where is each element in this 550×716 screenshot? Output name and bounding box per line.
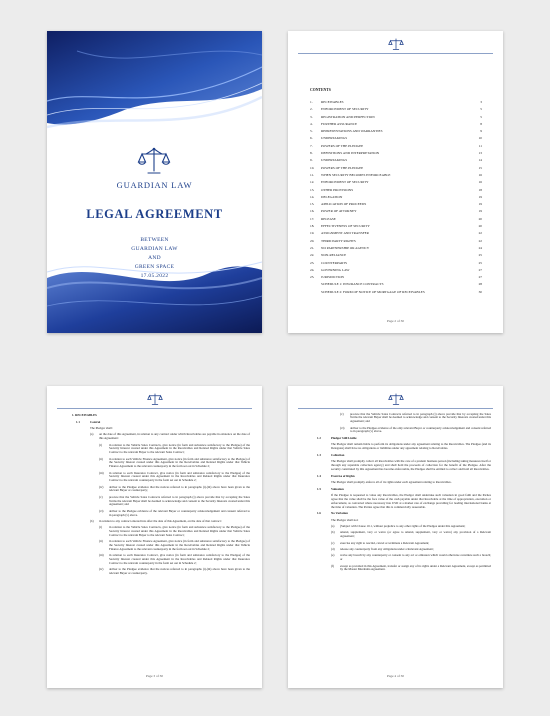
clause-subitem bbox=[99, 526, 250, 537]
clause-subitem bbox=[99, 496, 250, 507]
scales-of-justice-icon bbox=[388, 392, 404, 406]
toc-entry bbox=[310, 216, 482, 223]
clause-subitem bbox=[99, 510, 250, 518]
toc-entry bbox=[310, 230, 482, 237]
toc-title: REPRESENTATIONS AND WARRANTIES bbox=[321, 129, 383, 134]
toc-number: 10. bbox=[310, 165, 315, 170]
toc-entry bbox=[310, 260, 482, 267]
toc-page: 19 bbox=[478, 194, 482, 199]
subsection-number: 1.6 bbox=[317, 511, 321, 516]
clause-subitem bbox=[331, 548, 491, 552]
toc-page: 14 bbox=[478, 158, 482, 163]
toc-number: 21. bbox=[310, 245, 315, 250]
toc-title: UNDERTAKINGS bbox=[321, 136, 348, 141]
clause-subitem bbox=[331, 554, 491, 562]
subsection-title: No Variation bbox=[331, 511, 348, 516]
toc-title: POWER OF ATTORNEY bbox=[321, 209, 357, 214]
toc-page: 11 bbox=[478, 143, 482, 148]
toc-number: 3. bbox=[310, 114, 313, 119]
clause-label: (i) bbox=[99, 525, 102, 530]
toc-title: POWERS OF THE PLEDGEE bbox=[321, 143, 364, 148]
paragraph: If the Pledgee is requested to value any Receivables, the Pledgor shall undertake such valuation in good faith and the Parties agree that the value shall be the face value of the cash payable under that Receivable at the time of appropriation, execution or enforcement, as converted where necessary into USD at a market rate of exchange prevailing for leading international banks at the time of valuation. The Parties agree that this is commercially reasonable. bbox=[331, 493, 491, 509]
clause-text: deliver to the Pledgee evidence that the notices referred to in paragraphs (i)-(iii) above have been given to the relevant Buyer or counterparty; bbox=[109, 484, 250, 493]
toc-number: 6. bbox=[310, 136, 313, 141]
toc-title: NON-RELIANCE bbox=[321, 253, 347, 258]
toc-number: 1. bbox=[310, 100, 313, 104]
clause-text: in relation to each Vehicle Finance Agreement, give notice (in form and substance satisfactory to the Pledgee) of the Security Interest created under this Agreement in the Receivables and Related Rights under that Vehicle Finance Agreement to the relevant counterparty in the form set out in Schedule 2; bbox=[109, 539, 250, 551]
toc-entry bbox=[310, 114, 482, 121]
clause-item bbox=[90, 433, 250, 441]
clause-label: (e) bbox=[331, 553, 335, 558]
toc-page: 13 bbox=[478, 151, 482, 156]
clause-label: (v) bbox=[340, 411, 344, 416]
toc-number: 2. bbox=[310, 107, 313, 112]
toc-title: JURISDICTION bbox=[321, 275, 344, 280]
clause-label: (c) bbox=[331, 540, 335, 545]
subsection-heading bbox=[317, 488, 491, 492]
toc-title: NO PARTNERSHIP OR AGENCY bbox=[321, 245, 370, 250]
cover-line-party-1: GUARDIAN LAW bbox=[131, 246, 178, 252]
clause-item bbox=[90, 520, 250, 524]
toc-title: RECEIVABLES bbox=[321, 100, 344, 104]
subsection-heading bbox=[317, 437, 491, 441]
toc-page: 20 bbox=[478, 224, 482, 229]
clause-text: deliver to the Pledgee evidence that the notices referred to in paragraphs (i)-(iii) above have been given to the relevant Buyer or counterparty. bbox=[109, 567, 250, 576]
toc-page: 25 bbox=[478, 253, 482, 258]
toc-entry bbox=[310, 245, 482, 252]
toc-number: 25. bbox=[310, 275, 315, 280]
toc-page: 28 bbox=[478, 282, 482, 287]
header-rule bbox=[57, 408, 252, 409]
clause-text: in relation to each Vehicle Finance Agreement, give notice (in form and substance satisfactory to the Pledgee) of the Security Interest created under this Agreement in the Receivables and Related Rights under that Vehicle Finance Agreement to the relevant counterparty in the form set out in Schedule 2; bbox=[109, 456, 250, 469]
toc-entry bbox=[310, 150, 482, 157]
clause-text: exercise any right to rescind, cancel or terminate a Relevant Agreement; bbox=[340, 540, 430, 545]
subsection-title: Collection bbox=[331, 453, 345, 458]
toc-page: 24 bbox=[478, 245, 482, 250]
toc-entry bbox=[310, 267, 482, 274]
clause-subitem bbox=[99, 486, 250, 494]
clause-label: (f) bbox=[331, 563, 335, 568]
header-rule bbox=[298, 53, 493, 54]
toc-entry bbox=[310, 128, 482, 135]
clause-text: release any counterparty from any obligations under a Relevant Agreement; bbox=[340, 546, 434, 551]
toc-title: REGISTRATION AND PERFECTION bbox=[321, 114, 375, 119]
toc-number: 18. bbox=[310, 224, 315, 229]
clause-label: (vi) bbox=[99, 508, 104, 513]
cover-page[interactable] bbox=[47, 31, 262, 333]
toc-entry bbox=[310, 201, 482, 208]
toc-title: ENFORCEMENT OF SECURITY bbox=[321, 180, 369, 185]
subsection-number: 1.5 bbox=[317, 486, 321, 491]
clause-label: (v) bbox=[99, 494, 103, 499]
toc-entry bbox=[310, 252, 482, 259]
toc-number: 14. bbox=[310, 194, 315, 199]
toc-page: 20 bbox=[478, 216, 482, 221]
subsection-title: Pledgor Still Liable bbox=[331, 436, 357, 441]
clause-subitem bbox=[340, 413, 491, 424]
toc-number: 22. bbox=[310, 253, 315, 258]
toc-entry bbox=[310, 121, 482, 128]
clause-text: except as provided in this Agreement, transfer or assign any of its rights under a Relevant Agreement, except as permitted by the Master Murabaha Agreement. bbox=[340, 563, 491, 572]
cover-line-and: AND bbox=[148, 255, 161, 261]
toc-number: 7. bbox=[310, 143, 313, 148]
toc-page: 22 bbox=[478, 231, 482, 236]
clause-subitem bbox=[99, 458, 250, 469]
clause-label: (b) bbox=[90, 518, 94, 523]
clause-label: (iii) bbox=[99, 553, 104, 558]
clause-text: deliver to the Pledgee evidence of the relevant Buyer or counterparty acknowledgement and consent referred to in paragraph (v) above. bbox=[109, 508, 250, 517]
toc-page: 18 bbox=[478, 187, 482, 192]
toc-number: 13. bbox=[310, 187, 315, 192]
subsection-title: Valuation bbox=[331, 486, 344, 491]
toc-entry bbox=[310, 165, 482, 172]
toc-entry bbox=[310, 172, 482, 179]
clause-label: (vi) bbox=[340, 425, 345, 430]
toc-title: FURTHER ASSURANCE bbox=[321, 121, 358, 126]
clause-label: (b) bbox=[331, 530, 335, 535]
clause-label: (a) bbox=[331, 524, 335, 529]
toc-number: 8. bbox=[310, 151, 313, 156]
clause-label: (i) bbox=[99, 442, 102, 447]
clause-label: (ii) bbox=[99, 539, 103, 544]
toc-title: UNDERTAKINGS bbox=[321, 158, 348, 163]
toc-title: APPLICATION OF PROCEEDS bbox=[321, 202, 367, 207]
toc-entry bbox=[310, 208, 482, 215]
subsection-heading bbox=[317, 512, 491, 516]
subsection-title: Control bbox=[90, 419, 101, 424]
contents-page[interactable] bbox=[288, 31, 503, 333]
cover-top-wave bbox=[47, 31, 262, 151]
subsection-heading bbox=[76, 421, 250, 425]
subsection-number: 1.2 bbox=[317, 436, 321, 441]
toc-page: 22 bbox=[478, 238, 482, 243]
clause-text: in relation to each Insurance Contract, give notice (in form and substance satisfactory to the Pledgee) of the Security Interest created under this Agreement in the Receivables and Related Rights under that Insurance Contract to the relevant counterparty in the form set out in Schedule 2; bbox=[109, 470, 250, 483]
clause-label: (iv) bbox=[99, 484, 104, 489]
clause-subitem bbox=[99, 540, 250, 551]
toc-entry bbox=[310, 194, 482, 201]
toc-number: 9. bbox=[310, 158, 313, 163]
subsection-title: Exercise of Rights bbox=[331, 473, 355, 478]
toc-title: GOVERNING LAW bbox=[321, 267, 350, 272]
header-rule bbox=[298, 408, 493, 409]
clause-subitem bbox=[99, 444, 250, 455]
clause-subitem bbox=[331, 525, 491, 529]
toc-title: ENFORCEMENT OF SECURITY bbox=[321, 107, 369, 112]
toc-title: ASSIGNMENT AND TRANSFER bbox=[321, 231, 369, 236]
page-number: Page 3 of 30 bbox=[145, 674, 164, 678]
clause-text: waive any breach by any counterparty or consent to any act or omission which would otherwise constitute such a breach; or bbox=[340, 553, 491, 562]
clause-subitem bbox=[99, 472, 250, 483]
toc-entry bbox=[310, 143, 482, 150]
paragraph: The Pledgor shall remain liable to perform its obligations under any agreement relating to the Receivables. The Pledgee (and its Delegates) shall have no obligations or liabilities under any agreement relating to Receivables. bbox=[331, 442, 491, 451]
toc-title: SCHEDULE 2: FORM OF NOTICE OF MORTGAGE OF RECEIVABLES bbox=[321, 289, 425, 294]
clause-label: (iii) bbox=[99, 470, 104, 475]
clause-text: amend, supplement, vary or waive (or agree to amend, supplement, vary or waive) any provision of a Relevant Agreement; bbox=[340, 530, 491, 539]
page-number: Page 2 of 30 bbox=[386, 319, 405, 323]
clause-subitem bbox=[331, 542, 491, 546]
toc-number: 23. bbox=[310, 260, 315, 265]
clause-subitem bbox=[99, 554, 250, 565]
toc-title: THIRD PARTY RIGHTS bbox=[321, 238, 356, 243]
toc-number: 4. bbox=[310, 121, 313, 126]
contents-list bbox=[310, 99, 482, 296]
toc-entry bbox=[310, 135, 482, 142]
subsection-heading bbox=[317, 454, 491, 458]
clause-subitem bbox=[99, 568, 250, 576]
clause-label: (iv) bbox=[99, 567, 104, 572]
toc-number bbox=[310, 289, 321, 296]
toc-number: 12. bbox=[310, 180, 315, 185]
toc-page: 16 bbox=[478, 180, 482, 185]
toc-title: OTHER PROVISIONS bbox=[321, 187, 354, 192]
toc-title: DEFINITIONS AND INTERPRETATION bbox=[321, 151, 380, 156]
subsection-number: 1.1 bbox=[76, 419, 80, 424]
toc-number: 24. bbox=[310, 267, 315, 272]
toc-title: SCHEDULE 1: INSURANCE CONTRACTS bbox=[321, 282, 384, 287]
section-heading: 1. RECEIVABLES bbox=[72, 413, 97, 417]
toc-number: 16. bbox=[310, 209, 315, 214]
clause-text: in relation to any contract entered into after the date of this Agreement, on the date of that contract: bbox=[99, 518, 222, 523]
toc-number: 5. bbox=[310, 129, 313, 134]
page-number: Page 4 of 30 bbox=[386, 674, 405, 678]
paragraph: The Pledgor shall: bbox=[90, 426, 113, 431]
toc-title: POWERS OF THE PLEDGEE bbox=[321, 165, 364, 170]
scales-of-justice-icon bbox=[147, 392, 163, 406]
toc-title: WHEN SECURITY BECOMES ENFORCEABLE bbox=[321, 172, 391, 177]
paragraph: The Pledgor shall not: bbox=[331, 517, 359, 522]
toc-page: 27 bbox=[478, 267, 482, 272]
toc-page: 16 bbox=[478, 172, 482, 177]
brand-name: GUARDIAN LAW bbox=[116, 180, 193, 190]
clause-subitem bbox=[331, 565, 491, 573]
cover-date: 17.05.2022 bbox=[140, 273, 169, 279]
toc-entry bbox=[310, 223, 482, 230]
scales-of-justice-icon bbox=[388, 37, 404, 51]
cover-line-between: BETWEEN bbox=[140, 237, 169, 243]
toc-page: 8 bbox=[480, 121, 482, 126]
paragraph: The Pledgor shall promptly enforce all of its rights under each agreement relating to Receivables. bbox=[331, 480, 452, 485]
toc-entry bbox=[310, 106, 482, 113]
clause-label: (a) bbox=[90, 432, 94, 437]
document-title: LEGAL AGREEMENT bbox=[86, 207, 223, 221]
toc-title: RELEASE bbox=[321, 216, 336, 221]
clause-label: (ii) bbox=[99, 456, 103, 461]
toc-number bbox=[310, 281, 321, 288]
toc-page: 5 bbox=[480, 107, 482, 112]
cover-line-party-2: GREEN SPACE bbox=[134, 264, 175, 270]
toc-title: COUNTERPARTS bbox=[321, 260, 348, 265]
clause-label: (d) bbox=[331, 546, 335, 551]
clause-text: in relation to the Vehicle Sales Contracts, give notice (in form and substance satisfactory to the Pledgee) of the Security Interest created under this Agreement in the Receivables and Related Rights under that Vehicle Sales Contract to the relevant Buyer to the relevant Sales Contract; bbox=[109, 525, 250, 537]
page-3-body bbox=[62, 410, 250, 576]
toc-page: 5 bbox=[480, 114, 482, 119]
toc-page: 9 bbox=[480, 129, 482, 134]
clause-text: deliver to the Pledgee evidence of the only relevant Buyer or counterparty acknowledgement and consent referred to in paragraph (v) above. bbox=[350, 425, 491, 434]
toc-page: 19 bbox=[478, 209, 482, 214]
clause-text: (Subject with Clause 10.1, without prejudice to any other rights of the Pledgee under this Agreement; bbox=[340, 524, 466, 529]
toc-number: 15. bbox=[310, 202, 315, 207]
toc-page: 15 bbox=[478, 165, 482, 170]
toc-number: 19. bbox=[310, 231, 315, 236]
clause-text: procure that the Vehicle Sales Contracts referred to in paragraph (i) above provide that by accepting the Sales Terms the relevant Buyer shall be deemed to acknowledge and consent to the Security Interests created under this Agreement; and bbox=[109, 494, 250, 507]
toc-number: 17. bbox=[310, 216, 315, 221]
toc-entry bbox=[310, 99, 482, 106]
body-page-3[interactable] bbox=[47, 386, 262, 688]
toc-entry bbox=[310, 238, 482, 245]
clause-subitem bbox=[340, 427, 491, 435]
clause-text: in relation to the Vehicle Sales Contracts, give notice (in form and substance satisfactory to the Pledgee) of the Security Interest created under this Agreement in the Receivables and Related Rights under that Vehicle Sales Contract to the relevant Buyer to the relevant Sales Contract; bbox=[109, 442, 250, 455]
subsection-number: 1.4 bbox=[317, 473, 321, 478]
subsection-heading bbox=[317, 475, 491, 479]
toc-entry bbox=[310, 281, 482, 288]
toc-page: 30 bbox=[478, 289, 482, 294]
toc-entry bbox=[310, 187, 482, 194]
toc-entry bbox=[310, 157, 482, 164]
toc-page: 3 bbox=[480, 100, 482, 104]
toc-number: 11. bbox=[310, 172, 315, 177]
subsection-number: 1.3 bbox=[317, 453, 321, 458]
toc-entry bbox=[310, 274, 482, 281]
contents-heading: CONTENTS bbox=[310, 88, 331, 92]
toc-title: EFFECTIVENESS OF SECURITY bbox=[321, 224, 370, 229]
scales-of-justice-icon bbox=[137, 146, 171, 176]
clause-text: in relation to each Insurance Contract, give notice (in form and substance satisfactory to the Pledgee) of the Security Interest created under this Agreement in the Receivables and Related Rights under that Insurance Contract to the relevant counterparty in the form set out in Schedule 2; bbox=[109, 553, 250, 565]
page-4-body bbox=[303, 410, 491, 572]
clause-subitem bbox=[331, 531, 491, 539]
clause-text: on the date of this Agreement, in relation to any contract under which Receivables are payable in existence on the date of this Agreement: bbox=[99, 432, 250, 441]
paragraph: The Pledgor shall promptly collect all Receivables with the care of a prudent business person (including taking measures itself or through any reputable collection agency) and shall hold the proceeds of collection for the benefit of the Pledgee. After the security constituted by this Agreement has become enforceable, the Pledgee shall be entitled to collect and hold all Receivables. bbox=[331, 459, 491, 471]
clause-text: procure that the Vehicle Sales Contracts referred to in paragraph (i) above provide that by accepting the Sales Terms the relevant Buyer shall be deemed to acknowledge and consent to the Security Interests created under this Agreement; and bbox=[350, 411, 491, 424]
toc-page: 25 bbox=[478, 260, 482, 265]
toc-page: 27 bbox=[478, 275, 482, 280]
toc-entry bbox=[310, 289, 482, 296]
toc-number: 20. bbox=[310, 238, 315, 243]
toc-page: 19 bbox=[478, 202, 482, 207]
toc-page: 10 bbox=[478, 136, 482, 141]
body-page-4[interactable] bbox=[288, 386, 503, 688]
toc-title: DELEGATION bbox=[321, 194, 343, 199]
toc-entry bbox=[310, 179, 482, 186]
